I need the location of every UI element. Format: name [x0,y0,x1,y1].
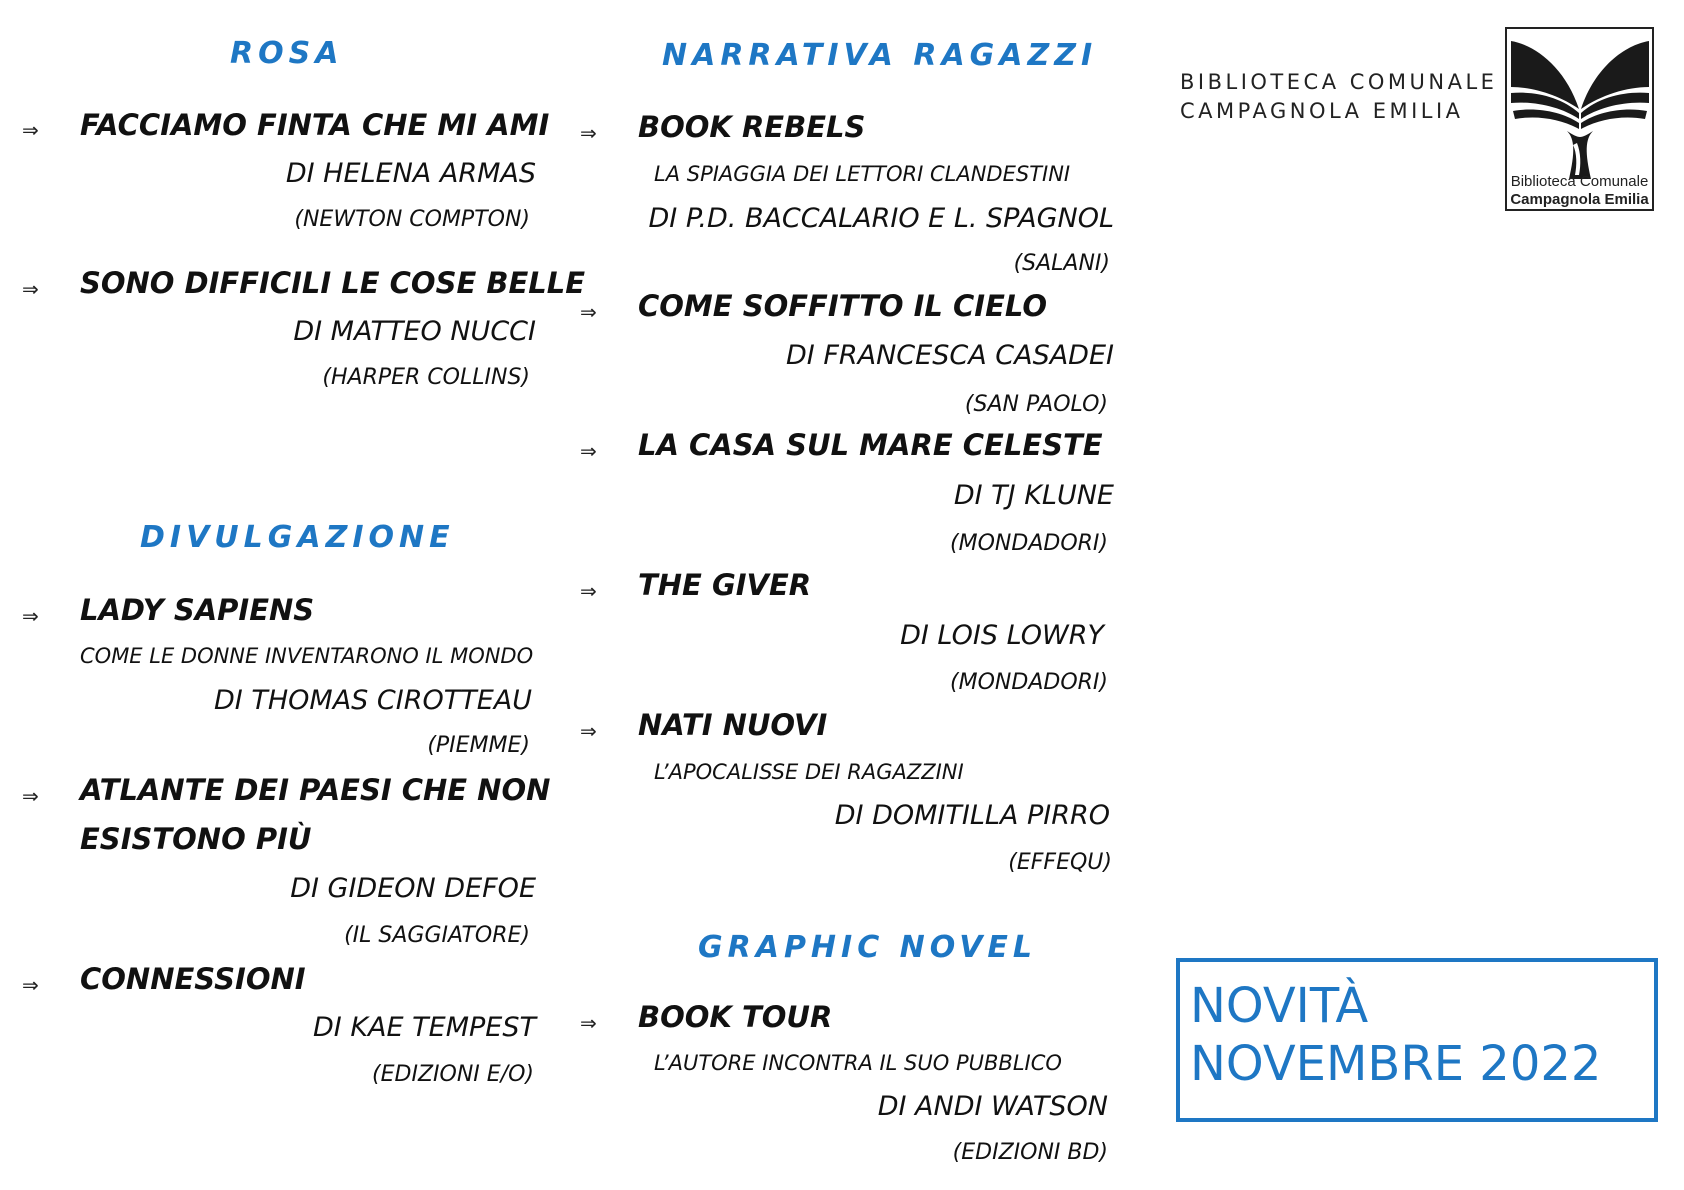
book-subtitle: L’AUTORE INCONTRA IL SUO PUBBLICO [654,1051,1062,1075]
book-publisher: (SALANI) [1013,251,1110,276]
logo-text-line1: Biblioteca Comunale [1510,173,1649,190]
book-publisher: (EFFEQU) [1008,850,1112,875]
book-title: NATI NUOVI [638,708,828,742]
book-author: DI THOMAS CIROTTEAU [214,685,532,716]
bullet-arrow-icon: ⇒ [22,784,39,808]
section-heading-divulgazione: DIVULGAZIONE [140,520,455,555]
book-author: DI HELENA ARMAS [285,158,536,189]
library-name [1180,68,1497,126]
bullet-arrow-icon: ⇒ [580,719,597,743]
book-title: ESISTONO PIÙ [80,822,312,856]
book-title: THE GIVER [638,568,812,602]
book-author: DI KAE TEMPEST [313,1012,536,1043]
novita-banner [1176,958,1658,1122]
book-publisher: (MONDADORI) [950,531,1108,556]
library-name-line2: CAMPAGNOLA EMILIA [1180,99,1464,123]
book-publisher: (PIEMME) [427,733,530,758]
section-heading-graphic-novel: GRAPHIC NOVEL [698,930,1038,965]
book-author: DI FRANCESCA CASADEI [786,340,1114,371]
library-logo [1505,27,1654,211]
bullet-arrow-icon: ⇒ [580,300,597,324]
book-title: BOOK TOUR [638,1000,833,1034]
bullet-arrow-icon: ⇒ [580,439,597,463]
library-name-line1: BIBLIOTECA COMUNALE [1180,70,1498,94]
book-publisher: (EDIZIONI E/O) [372,1062,534,1087]
book-title: CONNESSIONI [80,962,306,996]
book-author: DI GIDEON DEFOE [290,873,536,904]
book-publisher: (NEWTON COMPTON) [294,207,530,232]
book-subtitle: L’APOCALISSE DEI RAGAZZINI [654,760,964,784]
book-publisher: (HARPER COLLINS) [322,365,530,390]
bullet-arrow-icon: ⇒ [22,118,39,142]
book-subtitle: LA SPIAGGIA DEI LETTORI CLANDESTINI [654,162,1071,186]
book-author: DI DOMITILLA PIRRO [834,800,1110,831]
book-title: FACCIAMO FINTA CHE MI AMI [80,108,550,142]
book-subtitle: COME LE DONNE INVENTARONO IL MONDO [80,644,534,668]
book-title: COME SOFFITTO IL CIELO [638,289,1047,323]
book-publisher: (MONDADORI) [950,670,1108,695]
book-title: ATLANTE DEI PAESI CHE NON [80,773,551,807]
book-title: LADY SAPIENS [80,593,315,627]
bullet-arrow-icon: ⇒ [580,579,597,603]
book-title: BOOK REBELS [638,110,866,144]
book-title: SONO DIFFICILI LE COSE BELLE [80,266,586,300]
bullet-arrow-icon: ⇒ [22,277,39,301]
bullet-arrow-icon: ⇒ [22,604,39,628]
bullet-arrow-icon: ⇒ [22,973,39,997]
book-author: DI ANDI WATSON [877,1091,1108,1122]
book-author: DI LOIS LOWRY [900,620,1104,651]
book-publisher: (IL SAGGIATORE) [344,923,530,948]
book-title: LA CASA SUL MARE CELESTE [638,428,1103,462]
book-publisher: (SAN PAOLO) [964,392,1108,417]
book-author: DI MATTEO NUCCI [293,316,536,347]
section-heading-rosa: ROSA [230,36,344,71]
logo-text-line2: Campagnola Emilia [1510,191,1649,208]
section-heading-narrativa-ragazzi: NARRATIVA RAGAZZI [662,38,1098,73]
book-publisher: (EDIZIONI BD) [952,1140,1108,1165]
bullet-arrow-icon: ⇒ [580,121,597,145]
banner-line1: NOVITÀ [1190,978,1369,1034]
bullet-arrow-icon: ⇒ [580,1011,597,1035]
book-author: DI P.D. BACCALARIO E L. SPAGNOL [648,203,1114,234]
book-author: DI TJ KLUNE [953,480,1114,511]
banner-line2: NOVEMBRE 2022 [1190,1036,1602,1092]
